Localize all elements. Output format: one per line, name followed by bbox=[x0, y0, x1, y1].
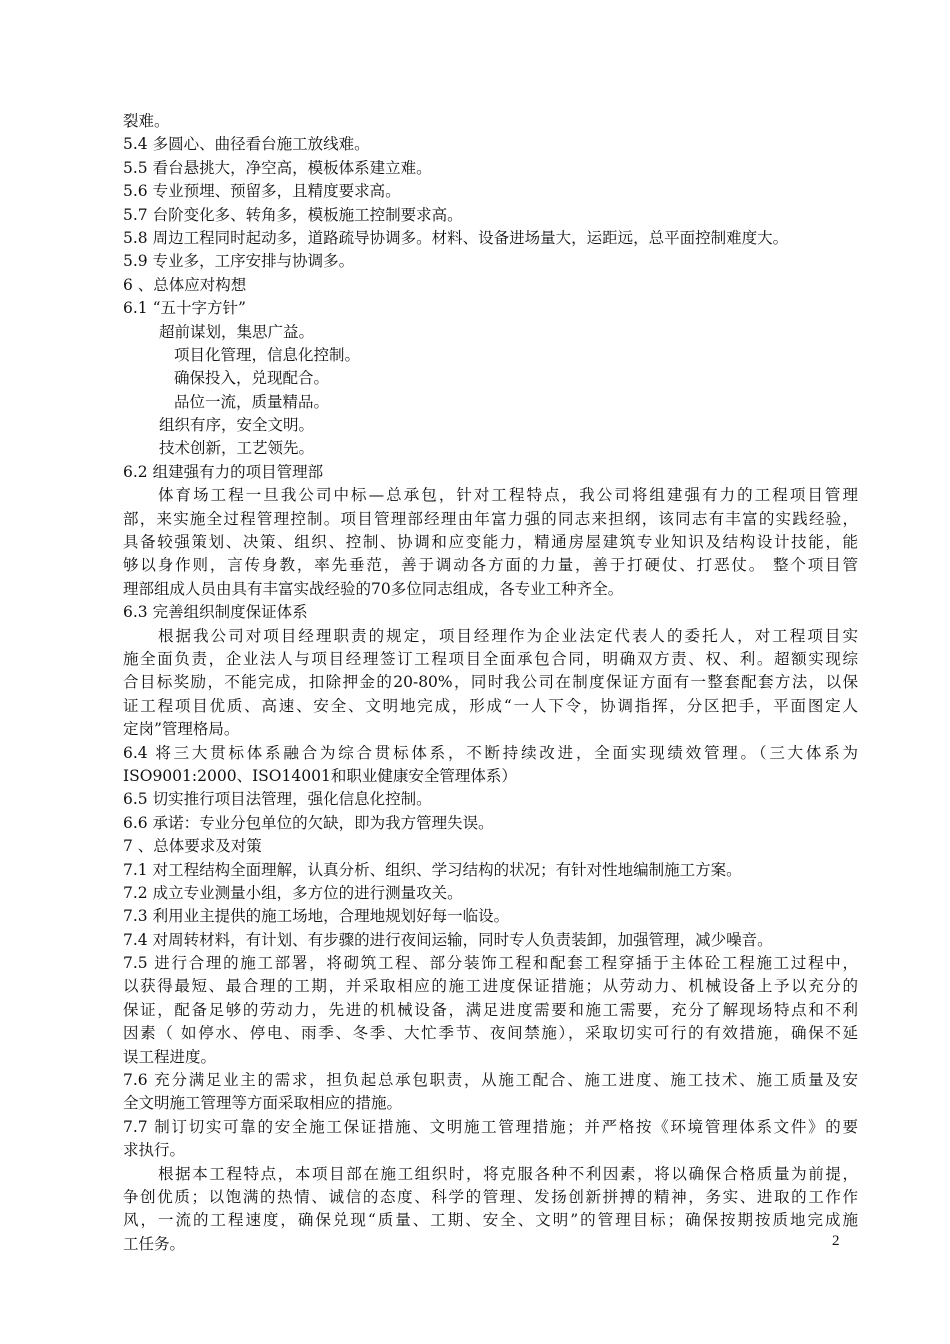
text-line: 施全面负责，企业法人与项目经理签订工程项目全面承包合同，明确双方责、权、利。超额实现综 bbox=[123, 649, 858, 668]
text-line: 6.6 承诺：专业分包单位的欠缺，即为我方管理失误。 bbox=[123, 813, 494, 832]
text-line: 7.2 成立专业测量小组，多方位的进行测量攻关。 bbox=[123, 883, 463, 902]
text-line: 全文明施工管理等方面采取相应的措施。 bbox=[123, 1094, 403, 1113]
text-line: 6.4 将三大贯标体系融合为综合贯标体系，不断持续改进，全面实现绩效管理。（三大体系为 bbox=[123, 743, 858, 762]
text-line: 5.5 看台悬挑大，净空高，模板体系建立难。 bbox=[123, 158, 432, 177]
text-line: 7.1 对工程结构全面理解，认真分析、组织、学习结构的状况；有针对性地编制施工方案。 bbox=[123, 860, 742, 879]
text-line: 5.8 周边工程同时起动多，道路疏导协调多。材料、设备进场量大，运距远，总平面控制难度大。 bbox=[123, 228, 789, 247]
text-line: 以获得最短、最合理的工期，并采取相应的施工进度保证措施；从劳动力、机械设备上予以充分的 bbox=[123, 977, 858, 996]
text-line: 裂难。 bbox=[123, 112, 170, 130]
text-line: 确保投入，兑现配合。 bbox=[174, 369, 330, 388]
text-line: 7.6 充分满足业主的需求，担负起总承包职责，从施工配合、施工进度、施工技术、施工质量及安 bbox=[123, 1071, 858, 1090]
document-body bbox=[123, 110, 858, 1256]
text-line: 6.1 “五十字方针” bbox=[123, 299, 246, 318]
text-line: 体育场工程一旦我公司中标—总承包，针对工程特点，我公司将组建强有力的工程项目管理 bbox=[158, 486, 858, 505]
text-line: 争创优质；以饱满的热情、诚信的态度、科学的管理、发扬创新拼搏的精神，务实、进取的工作作 bbox=[123, 1187, 858, 1206]
page-number: 2 bbox=[832, 1233, 840, 1249]
text-line: 7.3 利用业主提供的施工场地，合理地规划好每一临设。 bbox=[123, 907, 510, 926]
text-line: 合目标奖励，不能完成，扣除押金的20-80%，同时我公司在制度保证方面有一整套配套方法，以保 bbox=[123, 673, 858, 692]
text-line: 超前谋划，集思广益。 bbox=[159, 322, 315, 341]
text-line: 保证，配备足够的劳动力，先进的机械设备，满足进度需要和施工需要，充分了解现场特点和不利 bbox=[123, 1000, 858, 1019]
text-line: 5.4 多圆心、曲径看台施工放线难。 bbox=[123, 135, 370, 154]
text-line: 误工程进度。 bbox=[123, 1047, 217, 1066]
text-line: 5.9 专业多，工序安排与协调多。 bbox=[123, 252, 355, 271]
text-line: 工任务。 bbox=[123, 1234, 186, 1253]
text-line: 6.5 切实推行项目法管理，强化信息化控制。 bbox=[123, 790, 432, 809]
text-line: 组织有序，安全文明。 bbox=[159, 416, 315, 435]
text-line: 技术创新，工艺领先。 bbox=[159, 439, 315, 458]
text-line: 具备较强策划、决策、组织、控制、协调和应变能力，精通房屋建筑专业知识及结构设计技能，能 bbox=[123, 533, 858, 552]
text-line: 够以身作则，言传身教，率先垂范，善于调动各方面的力量，善于打硬仗、打恶仗。 整个项目管 bbox=[123, 556, 858, 575]
text-line: 7 、总体要求及对策 bbox=[123, 837, 262, 856]
text-line: 定岗”管理格局。 bbox=[123, 720, 240, 739]
text-line: 根据本工程特点，本项目部在施工组织时，将克服各种不利因素，将以确保合格质量为前提， bbox=[158, 1164, 858, 1183]
text-line: 求执行。 bbox=[123, 1141, 186, 1160]
text-line: 根据我公司对项目经理职责的规定，项目经理作为企业法定代表人的委托人，对工程项目实 bbox=[158, 626, 858, 645]
text-line: ISO9001:2000、ISO14001和职业健康安全管理体系） bbox=[123, 766, 517, 785]
text-line: 项目化管理，信息化控制。 bbox=[174, 345, 361, 364]
text-line: 7.7 制订切实可靠的安全施工保证措施、文明施工管理措施；并严格按《环境管理体系文件》的要 bbox=[123, 1117, 858, 1136]
text-line: 理部组成人员由具有丰富实战经验的70多位同志组成，各专业工种齐全。 bbox=[123, 579, 624, 598]
text-line: 6 、总体应对构想 bbox=[123, 275, 247, 294]
text-line: 7.5 进行合理的施工部署，将砌筑工程、部分装饰工程和配套工程穿插于主体砼工程施工过程中， bbox=[123, 954, 858, 973]
text-line: 6.3 完善组织制度保证体系 bbox=[123, 603, 308, 622]
text-line: 6.2 组建强有力的项目管理部 bbox=[123, 462, 324, 481]
text-line: 证工程项目优质、高速、安全、文明地完成，形成“一人下令，协调指挥，分区把手，平面图定人 bbox=[123, 696, 858, 715]
text-line: 5.6 专业预埋、预留多，且精度要求高。 bbox=[123, 182, 401, 201]
text-line: 部，来实施全过程管理控制。项目管理部经理由年富力强的同志来担纲，该同志有丰富的实践经验， bbox=[123, 509, 858, 528]
text-line: 品位一流，质量精品。 bbox=[174, 392, 330, 411]
text-line: 7.4 对周转材料，有计划、有步骤的进行夜间运输，同时专人负责装卸，加强管理，减少噪音。 bbox=[123, 930, 773, 949]
text-line: 因素（ 如停水、停电、雨季、冬季、大忙季节、夜间禁施），采取切实可行的有效措施，确保不延 bbox=[123, 1024, 858, 1043]
text-line: 5.7 台阶变化多、转角多，模板施工控制要求高。 bbox=[123, 205, 463, 224]
text-line: 风，一流的工程速度，确保兑现“质量、工期、安全、文明”的管理目标；确保按期按质地完成施 bbox=[123, 1211, 858, 1230]
